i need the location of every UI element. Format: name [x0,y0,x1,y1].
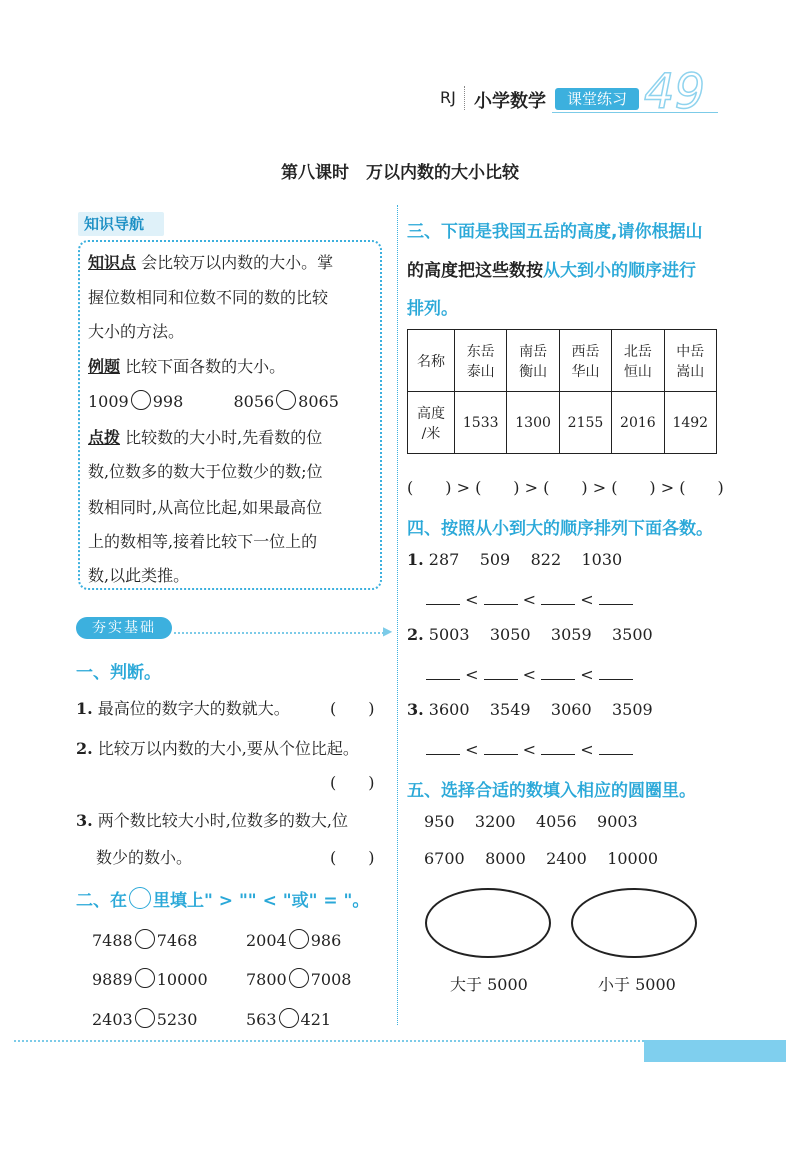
greater-ellipse[interactable] [425,888,551,958]
compare-pair: 2004 986 [246,931,342,950]
tip-text: 数,以此类推。 [88,566,190,585]
knowledge-point-text: 会比较万以内数的大小。掌 [141,253,334,272]
order-blanks[interactable]: < < < [426,740,633,759]
answer-paren[interactable]: ( ) [330,699,375,718]
practice-badge: 课堂练习 [555,88,639,110]
compare-pair: 9889 10000 [92,970,208,989]
judge-item-3-cont: 数少的数小。 [96,848,193,867]
tip-text: 上的数相等,接着比较下一位上的 [88,532,318,551]
tip-text: 比较数的大小时,先看数的位 [125,428,323,447]
compare-circle[interactable] [135,1008,155,1028]
example-number: 1009 [88,392,129,411]
section3-highlight: 从大到小的顺序进行 [543,261,696,281]
example-number: 8056 [233,392,275,411]
compare-circle[interactable] [131,390,151,410]
number-group: 2. 5003 3050 3059 3500 [407,625,653,644]
basics-banner: 夯实基础 [76,617,172,639]
candidate-numbers-row1: 950 3200 4056 9003 [424,812,638,831]
table-row [408,330,717,392]
judge-item-2: 2. 比较万以内数的大小,要从个位比起。 [76,739,359,758]
knowledge-point-text: 握位数相同和位数不同的数的比较 [88,288,329,307]
arrow-right-icon: ▶ [383,624,393,638]
example-text: 比较下面各数的大小。 [125,357,286,376]
compare-pair: 563 421 [246,1010,332,1029]
footer-dashed-line [14,1040,644,1042]
section5-title: 五、选择合适的数填入相应的圆圈里。 [407,781,696,801]
column-divider [397,205,398,1025]
example-items [88,390,339,413]
table-cell: 西岳 华山 [559,330,611,392]
page-number: 49 [644,64,706,120]
table-cell: 北岳 恒山 [612,330,664,392]
judge-item-1: 1. 最高位的数字大的数就大。 [76,699,290,718]
order-blanks[interactable]: < < < [426,590,633,609]
section3-title-line3: 排列。 [407,299,458,319]
tip-label: 点拨 [88,428,121,447]
edition-label: RJ [440,88,456,107]
compare-pair: 7488 7468 [92,931,198,950]
knowledge-point-text: 大小的方法。 [88,322,185,341]
knowledge-heading: 知识导航 [78,212,164,236]
section4-title: 四、按照从小到大的顺序排列下面各数。 [407,519,713,539]
table-cell: 东岳 泰山 [455,330,507,392]
number-group: 1. 287 509 822 1030 [407,550,623,569]
table-header: 名称 [408,330,455,392]
table-cell: 2155 [559,392,611,454]
tip-text: 数,位数多的数大于位数少的数;位 [88,462,323,481]
banner-dashed-line [174,632,384,634]
section3-answer[interactable]: ( ) > ( ) > ( ) > ( ) > ( ) [407,478,724,497]
greater-label: 大于 5000 [450,975,528,994]
table-cell: 中岳 嵩山 [664,330,716,392]
section2-title: 二、在 里填上" > "" < "或" = "。 [76,886,369,911]
section3-title-line2: 的高度把这些数按从大到小的顺序进行 [407,261,696,281]
table-cell: 1492 [664,392,716,454]
candidate-numbers-row2: 6700 8000 2400 10000 [424,849,659,868]
header-separator [464,86,465,110]
table-cell: 1533 [455,392,507,454]
section1-title: 一、判断。 [76,663,161,683]
section3-title-line1: 三、下面是我国五岳的高度,请你根据山 [407,222,703,242]
example-line [88,356,285,378]
circle-icon [129,887,151,909]
answer-paren[interactable]: ( ) [330,848,375,867]
footer-bar [644,1040,786,1062]
example-number: 998 [152,392,184,411]
knowledge-point-label: 知识点 [88,253,137,272]
compare-circle[interactable] [135,929,155,949]
example-number: 8065 [298,392,339,411]
subject-title: 小学数学 [474,91,546,112]
number-group: 3. 3600 3549 3060 3509 [407,700,653,719]
compare-pair: 2403 5230 [92,1010,198,1029]
less-ellipse[interactable] [571,888,697,958]
header-underline [552,112,718,113]
table-header: 高度 /米 [408,392,455,454]
lesson-title: 第八课时 万以内数的大小比较 [281,163,519,183]
compare-circle[interactable] [289,929,309,949]
mountain-table [407,329,717,454]
compare-circle[interactable] [289,968,309,988]
compare-circle[interactable] [276,390,296,410]
tip-text: 数相同时,从高位比起,如果最高位 [88,498,323,517]
order-blanks[interactable]: < < < [426,665,633,684]
compare-circle[interactable] [135,968,155,988]
table-cell: 2016 [612,392,664,454]
less-label: 小于 5000 [598,975,676,994]
compare-pair: 7800 7008 [246,970,352,989]
table-row [408,392,717,454]
judge-item-3: 3. 两个数比较大小时,位数多的数大,位 [76,811,348,830]
table-cell: 1300 [507,392,559,454]
answer-paren[interactable]: ( ) [330,773,375,792]
table-cell: 南岳 衡山 [507,330,559,392]
example-label: 例题 [88,357,121,376]
compare-circle[interactable] [279,1008,299,1028]
knowledge-point-line [88,252,333,274]
tip-line [88,427,322,449]
